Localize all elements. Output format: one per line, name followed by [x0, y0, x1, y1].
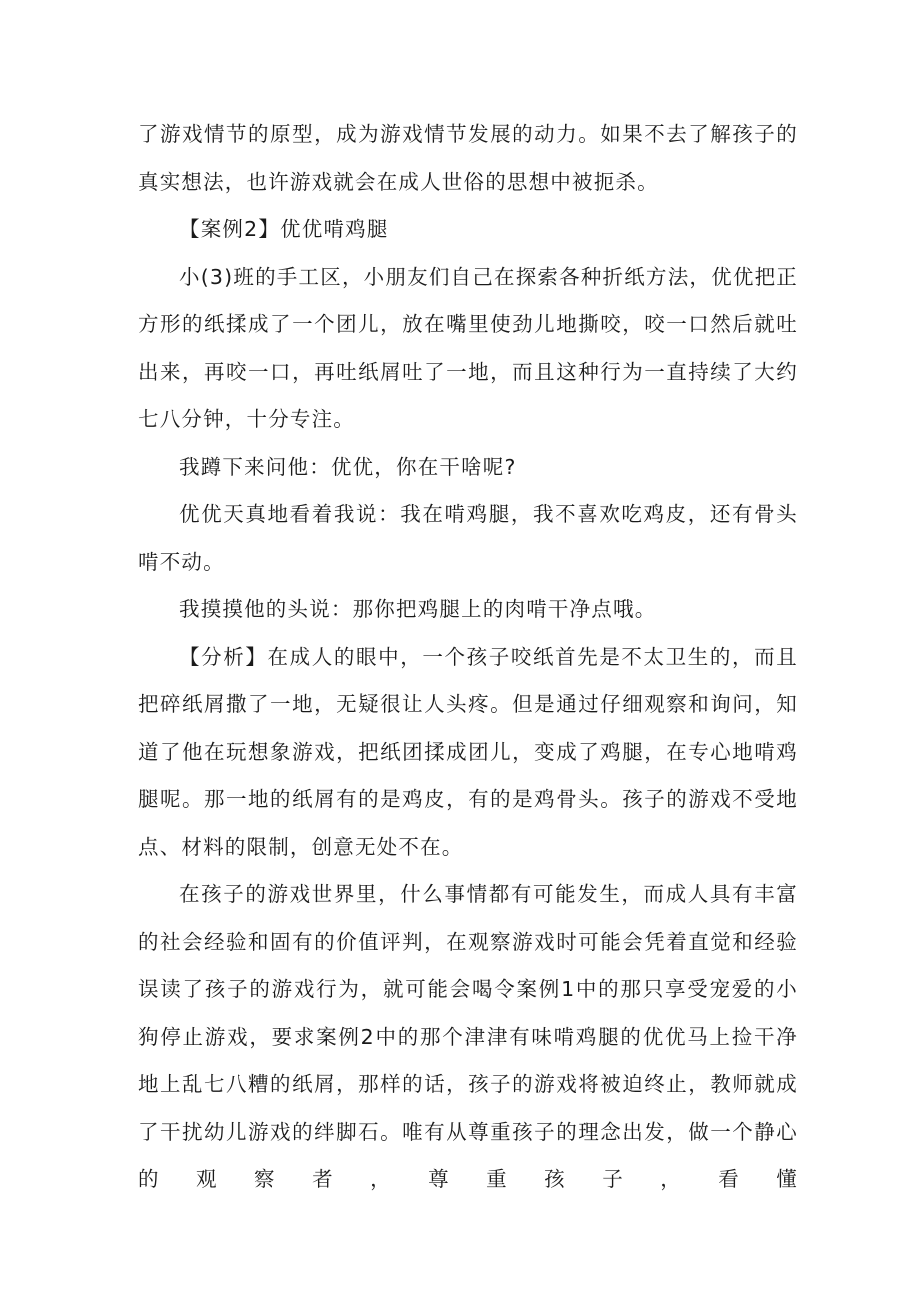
paragraph-case-description: 小(3)班的手工区，小朋友们自己在探索各种折纸方法，优优把正方形的纸揉成了一个团儿，放在嘴里使劲儿地撕咬，咬一口然后就吐出来，再咬一口，再吐纸屑吐了一地，而且这种行为一直持续了大约七八分钟，十分专注。	[138, 264, 798, 431]
paragraph-continuation: 了游戏情节的原型，成为游戏情节发展的动力。如果不去了解孩子的真实想法，也许游戏就会在成人世俗的思想中被扼杀。	[138, 122, 798, 194]
paragraph-teacher-reply: 我摸摸他的头说：那你把鸡腿上的肉啃干净点哦。	[179, 597, 657, 621]
paragraph-child-answer: 优优天真地看着我说：我在啃鸡腿，我不喜欢吃鸡皮，还有骨头啃不动。	[138, 502, 798, 574]
paragraph-conclusion: 在孩子的游戏世界里，什么事情都有可能发生，而成人具有丰富的社会经验和固有的价值评判，在观察游戏时可能会凭着直觉和经验误读了孩子的游戏行为，就可能会喝令案例1中的那只享受宠爱的小狗停止游戏，要求案例2中的那个津津有味啃鸡腿的优优马上捡干净地上乱七八糟的纸屑，那样的话，孩子的游戏将被迫终止，教师就成了干扰幼儿游戏的绊脚石。唯有从尊重孩子的理念出发，做一个静心的观察者，尊重孩子，看懂	[138, 882, 798, 1191]
case-2-heading: 【案例2】优优啃鸡腿	[179, 217, 389, 241]
paragraph-teacher-question: 我蹲下来问他：优优，你在干啥呢?	[179, 454, 517, 479]
paragraph-analysis: 【分析】在成人的眼中，一个孩子咬纸首先是不太卫生的，而且把碎纸屑撒了一地，无疑很让人头疼。但是通过仔细观察和询问，知道了他在玩想象游戏，把纸团揉成团儿，变成了鸡腿，在专心地啃鸡腿呢。那一地的纸屑有的是鸡皮，有的是鸡骨头。孩子的游戏不受地点、材料的限制，创意无处不在。	[138, 644, 798, 859]
document-body	[138, 111, 798, 1204]
